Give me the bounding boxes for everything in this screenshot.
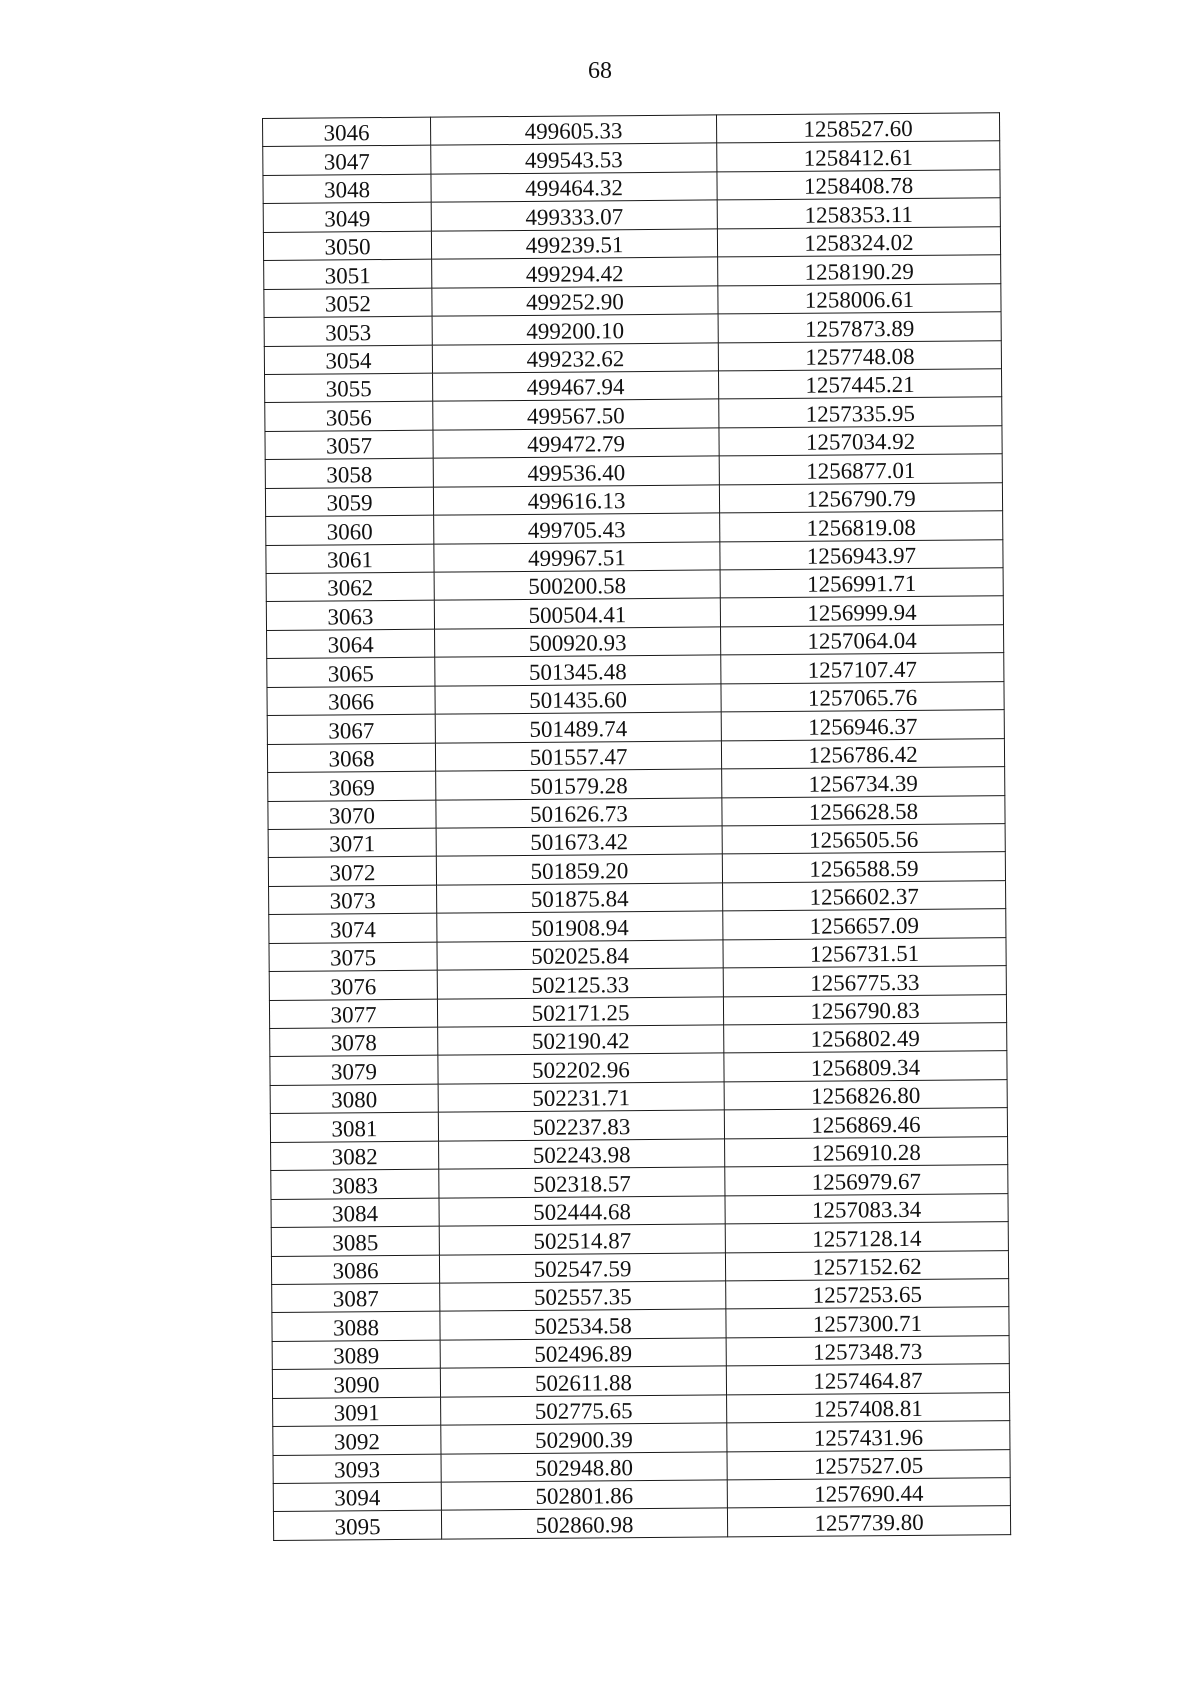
x-coordinate-cell: 499252.90 (432, 286, 718, 317)
point-number-cell: 3052 (264, 288, 432, 318)
point-number-cell: 3073 (269, 885, 437, 915)
y-coordinate-cell: 1257335.95 (719, 397, 1002, 428)
x-coordinate-cell: 499605.33 (430, 115, 716, 146)
x-coordinate-cell: 502900.39 (441, 1423, 727, 1454)
x-coordinate-cell: 499472.79 (433, 428, 719, 459)
coordinate-table (262, 112, 1011, 1541)
y-coordinate-cell: 1257739.80 (727, 1506, 1010, 1537)
x-coordinate-cell: 499333.07 (431, 200, 717, 231)
point-number-cell: 3067 (267, 714, 435, 744)
point-number-cell: 3053 (264, 316, 432, 346)
x-coordinate-cell: 502318.57 (439, 1167, 725, 1198)
y-coordinate-cell: 1256910.28 (725, 1136, 1008, 1167)
x-coordinate-cell: 499294.42 (432, 257, 718, 288)
y-coordinate-cell: 1257431.96 (727, 1421, 1010, 1452)
point-number-cell: 3046 (263, 117, 431, 147)
y-coordinate-cell: 1256819.08 (720, 511, 1003, 542)
x-coordinate-cell: 499232.62 (432, 342, 718, 373)
y-coordinate-cell: 1257464.87 (726, 1364, 1009, 1395)
y-coordinate-cell: 1256991.71 (720, 568, 1003, 599)
y-coordinate-cell: 1256802.49 (724, 1023, 1007, 1054)
y-coordinate-cell: 1256628.58 (722, 795, 1005, 826)
y-coordinate-cell: 1256602.37 (723, 880, 1006, 911)
y-coordinate-cell: 1256790.79 (719, 482, 1002, 513)
y-coordinate-cell: 1257128.14 (725, 1222, 1008, 1253)
y-coordinate-cell: 1256734.39 (722, 767, 1005, 798)
y-coordinate-cell: 1257408.81 (727, 1392, 1010, 1423)
point-number-cell: 3054 (264, 345, 432, 375)
x-coordinate-cell: 502860.98 (441, 1508, 727, 1539)
y-coordinate-cell: 1256999.94 (720, 596, 1003, 627)
point-number-cell: 3069 (268, 771, 436, 801)
point-number-cell: 3051 (264, 259, 432, 289)
x-coordinate-cell: 499239.51 (431, 229, 717, 260)
x-coordinate-cell: 499567.50 (433, 399, 719, 430)
x-coordinate-cell: 502025.84 (437, 940, 723, 971)
point-number-cell: 3091 (273, 1397, 441, 1427)
y-coordinate-cell: 1257873.89 (718, 312, 1001, 343)
x-coordinate-cell: 502125.33 (437, 968, 723, 999)
x-coordinate-cell: 502547.59 (439, 1252, 725, 1283)
point-number-cell: 3086 (271, 1255, 439, 1285)
x-coordinate-cell: 502775.65 (441, 1395, 727, 1426)
point-number-cell: 3082 (271, 1141, 439, 1171)
x-coordinate-cell: 501673.42 (436, 826, 722, 857)
point-number-cell: 3064 (267, 629, 435, 659)
point-number-cell: 3077 (269, 999, 437, 1029)
x-coordinate-cell: 502171.25 (437, 996, 723, 1027)
x-coordinate-cell: 501489.74 (435, 712, 721, 743)
x-coordinate-cell: 499467.94 (433, 371, 719, 402)
x-coordinate-cell: 500920.93 (435, 627, 721, 658)
coordinate-table-body (263, 113, 1011, 1541)
point-number-cell: 3060 (266, 515, 434, 545)
x-coordinate-cell: 501435.60 (435, 684, 721, 715)
y-coordinate-cell: 1256505.56 (722, 824, 1005, 855)
point-number-cell: 3092 (273, 1425, 441, 1455)
y-coordinate-cell: 1257348.73 (726, 1335, 1009, 1366)
point-number-cell: 3050 (263, 231, 431, 261)
point-number-cell: 3089 (272, 1340, 440, 1370)
point-number-cell: 3095 (273, 1511, 441, 1541)
y-coordinate-cell: 1256877.01 (719, 454, 1002, 485)
point-number-cell: 3080 (270, 1084, 438, 1114)
point-number-cell: 3093 (273, 1454, 441, 1484)
y-coordinate-cell: 1258190.29 (718, 255, 1001, 286)
y-coordinate-cell: 1257083.34 (725, 1193, 1008, 1224)
y-coordinate-cell: 1256979.67 (725, 1165, 1008, 1196)
y-coordinate-cell: 1257690.44 (727, 1478, 1010, 1509)
x-coordinate-cell: 502444.68 (439, 1196, 725, 1227)
y-coordinate-cell: 1256786.42 (721, 738, 1004, 769)
y-coordinate-cell: 1257748.08 (718, 340, 1001, 371)
point-number-cell: 3094 (273, 1482, 441, 1512)
point-number-cell: 3063 (266, 601, 434, 631)
point-number-cell: 3084 (271, 1198, 439, 1228)
x-coordinate-cell: 499200.10 (432, 314, 718, 345)
y-coordinate-cell: 1256946.37 (721, 710, 1004, 741)
point-number-cell: 3070 (268, 800, 436, 830)
x-coordinate-cell: 499464.32 (431, 172, 717, 203)
x-coordinate-cell: 502534.58 (440, 1309, 726, 1340)
y-coordinate-cell: 1258353.11 (717, 198, 1000, 229)
y-coordinate-cell: 1257445.21 (719, 369, 1002, 400)
x-coordinate-cell: 501875.84 (437, 883, 723, 914)
x-coordinate-cell: 500200.58 (434, 570, 720, 601)
point-number-cell: 3062 (266, 572, 434, 602)
y-coordinate-cell: 1257034.92 (719, 426, 1002, 457)
x-coordinate-cell: 502496.89 (440, 1338, 726, 1369)
x-coordinate-cell: 501908.94 (437, 911, 723, 942)
y-coordinate-cell: 1257107.47 (721, 653, 1004, 684)
x-coordinate-cell: 499536.40 (433, 456, 719, 487)
y-coordinate-cell: 1256790.83 (723, 994, 1006, 1025)
point-number-cell: 3048 (263, 174, 431, 204)
y-coordinate-cell: 1256731.51 (723, 937, 1006, 968)
y-coordinate-cell: 1256826.80 (724, 1080, 1007, 1111)
x-coordinate-cell: 499543.53 (431, 143, 717, 174)
page-number: 68 (588, 58, 612, 84)
point-number-cell: 3087 (272, 1283, 440, 1313)
x-coordinate-cell: 501345.48 (435, 655, 721, 686)
point-number-cell: 3068 (267, 743, 435, 773)
y-coordinate-cell: 1258527.60 (716, 113, 999, 144)
point-number-cell: 3088 (272, 1312, 440, 1342)
x-coordinate-cell: 502557.35 (440, 1281, 726, 1312)
x-coordinate-cell: 501626.73 (436, 797, 722, 828)
point-number-cell: 3074 (269, 913, 437, 943)
x-coordinate-cell: 502801.86 (441, 1480, 727, 1511)
x-coordinate-cell: 502231.71 (438, 1082, 724, 1113)
point-number-cell: 3075 (269, 942, 437, 972)
point-number-cell: 3072 (268, 857, 436, 887)
y-coordinate-cell: 1256943.97 (720, 539, 1003, 570)
y-coordinate-cell: 1257065.76 (721, 681, 1004, 712)
point-number-cell: 3083 (271, 1169, 439, 1199)
y-coordinate-cell: 1258408.78 (717, 170, 1000, 201)
point-number-cell: 3066 (267, 686, 435, 716)
point-number-cell: 3055 (265, 373, 433, 403)
point-number-cell: 3078 (270, 1027, 438, 1057)
x-coordinate-cell: 499967.51 (434, 541, 720, 572)
x-coordinate-cell: 502243.98 (439, 1139, 725, 1170)
point-number-cell: 3079 (270, 1056, 438, 1086)
point-number-cell: 3090 (272, 1368, 440, 1398)
point-number-cell: 3081 (270, 1112, 438, 1142)
point-number-cell: 3049 (263, 202, 431, 232)
x-coordinate-cell: 501579.28 (436, 769, 722, 800)
table-row (273, 1506, 1010, 1540)
point-number-cell: 3085 (271, 1226, 439, 1256)
point-number-cell: 3056 (265, 402, 433, 432)
point-number-cell: 3047 (263, 146, 431, 176)
y-coordinate-cell: 1257253.65 (726, 1279, 1009, 1310)
x-coordinate-cell: 502202.96 (438, 1053, 724, 1084)
point-number-cell: 3058 (265, 458, 433, 488)
y-coordinate-cell: 1257300.71 (726, 1307, 1009, 1338)
y-coordinate-cell: 1257527.05 (727, 1449, 1010, 1480)
x-coordinate-cell: 501557.47 (435, 741, 721, 772)
y-coordinate-cell: 1256588.59 (722, 852, 1005, 883)
x-coordinate-cell: 499705.43 (434, 513, 720, 544)
point-number-cell: 3065 (267, 657, 435, 687)
y-coordinate-cell: 1257152.62 (725, 1250, 1008, 1281)
y-coordinate-cell: 1258412.61 (717, 141, 1000, 172)
x-coordinate-cell: 499616.13 (433, 485, 719, 516)
point-number-cell: 3061 (266, 544, 434, 574)
y-coordinate-cell: 1257064.04 (721, 625, 1004, 656)
x-coordinate-cell: 502237.83 (438, 1110, 724, 1141)
x-coordinate-cell: 502611.88 (440, 1366, 726, 1397)
y-coordinate-cell: 1256657.09 (723, 909, 1006, 940)
x-coordinate-cell: 502948.80 (441, 1451, 727, 1482)
x-coordinate-cell: 501859.20 (436, 854, 722, 885)
x-coordinate-cell: 502514.87 (439, 1224, 725, 1255)
x-coordinate-cell: 502190.42 (438, 1025, 724, 1056)
point-number-cell: 3057 (265, 430, 433, 460)
point-number-cell: 3059 (265, 487, 433, 517)
y-coordinate-cell: 1256775.33 (723, 966, 1006, 997)
y-coordinate-cell: 1256869.46 (724, 1108, 1007, 1139)
point-number-cell: 3071 (268, 828, 436, 858)
y-coordinate-cell: 1258006.61 (718, 283, 1001, 314)
point-number-cell: 3076 (269, 970, 437, 1000)
y-coordinate-cell: 1256809.34 (724, 1051, 1007, 1082)
x-coordinate-cell: 500504.41 (434, 598, 720, 629)
y-coordinate-cell: 1258324.02 (717, 226, 1000, 257)
